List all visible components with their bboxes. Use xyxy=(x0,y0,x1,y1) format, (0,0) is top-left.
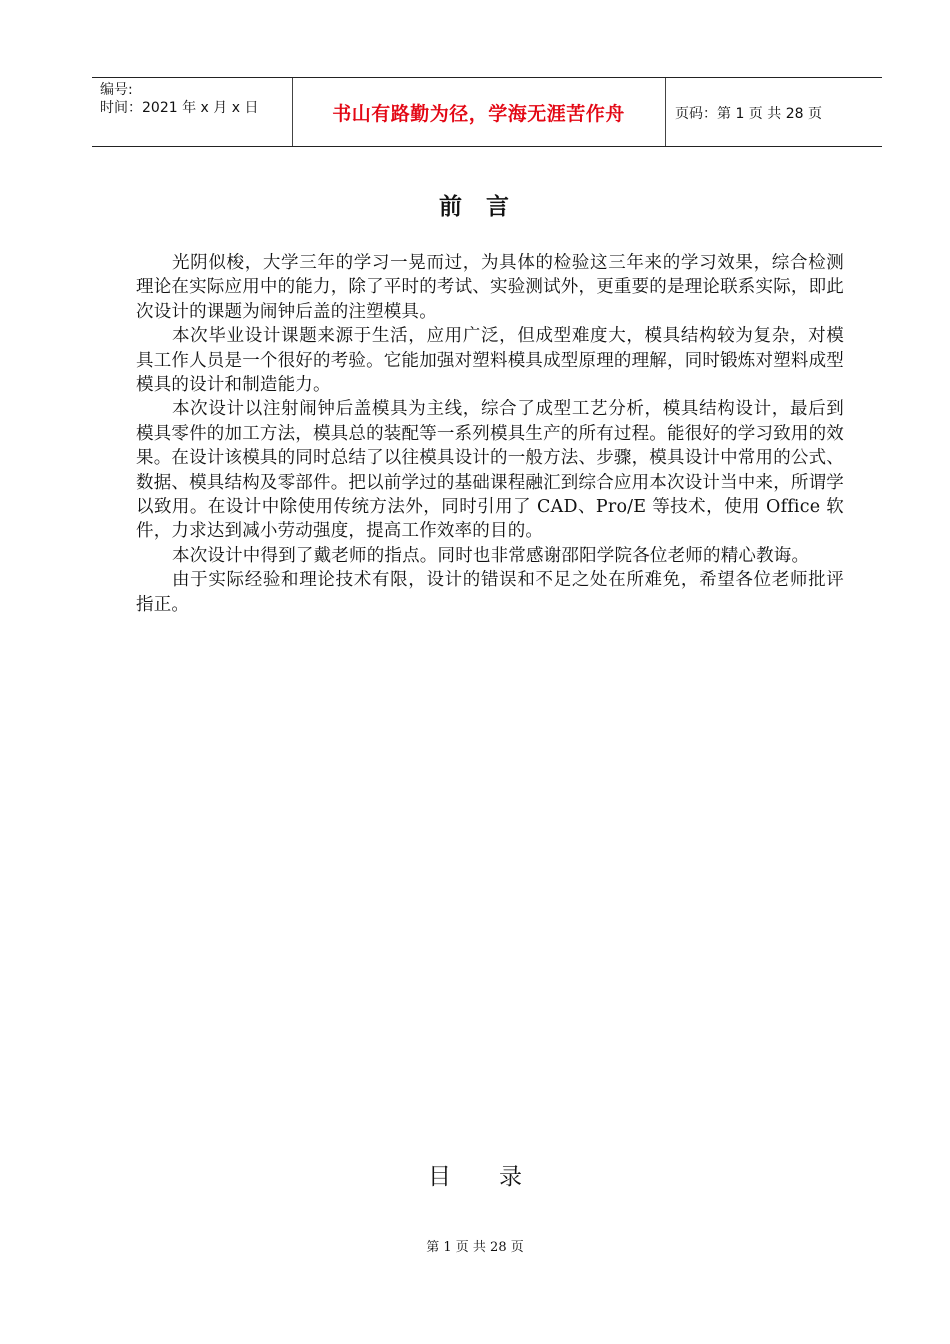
document-number-label: 编号: xyxy=(100,82,133,98)
preface-title-char-2: 言 xyxy=(486,194,511,220)
preface-paragraph: 本次设计以注射闹钟后盖模具为主线，综合了成型工艺分析，模具结构设计，最后到模具零件的加工方法，模具总的装配等一系列模具生产的所有过程。能很好的学习致用的效果。在设计该模具的同时总结了以往模具设计的一般方法、步骤，模具设计中常用的公式、数据、模具结构及零部件。把以前学过的基础课程融汇到综合应用本次设计当中来，所谓学以致用。在设计中除使用传统方法外，同时引用了 CAD、Pro/E 等技术，使用 Office 软件，力求达到减小劳动强度，提高工作效率的目的。 xyxy=(136,399,844,542)
preface-paragraph: 本次毕业设计课题来源于生活，应用广泛，但成型难度大，模具结构较为复杂，对模具工作人员是一个很好的考验。它能加强对塑料模具成型原理的理解，同时锻炼对塑料成型模具的设计和制造能力。 xyxy=(136,326,844,396)
preface-body xyxy=(136,251,844,617)
header-page-cell xyxy=(666,78,882,146)
header-page-code: 页码：第 1 页 共 28 页 xyxy=(675,106,822,122)
page-footer: 第 1 页 共 28 页 xyxy=(426,1240,524,1255)
preface-paragraph: 光阴似梭，大学三年的学习一晃而过，为具体的检验这三年来的学习效果，综合检测理论在实际应用中的能力，除了平时的考试、实验测试外，更重要的是理论联系实际，即此次设计的课题为闹钟后盖的注塑模具。 xyxy=(136,253,844,322)
toc-title-char-2: 录 xyxy=(499,1164,522,1190)
preface-paragraph: 本次设计中得到了戴老师的指点。同时也非常感谢邵阳学院各位老师的精心教诲。 xyxy=(172,545,810,566)
preface-paragraph: 由于实际经验和理论技术有限，设计的错误和不足之处在所难免，希望各位老师批评指正。 xyxy=(136,570,844,615)
toc-title-char-1: 目 xyxy=(428,1164,451,1190)
preface-title-char-1: 前 xyxy=(439,194,464,220)
document-date-label: 时间：2021 年 x 月 x 日 xyxy=(100,100,259,116)
page-header xyxy=(92,77,882,147)
preface-title xyxy=(0,188,950,221)
header-motto: 书山有路勤为径，学海无涯苦作舟 xyxy=(332,103,625,125)
header-info-cell xyxy=(92,78,293,146)
header-motto-cell xyxy=(292,78,666,146)
toc-title xyxy=(0,1158,950,1191)
